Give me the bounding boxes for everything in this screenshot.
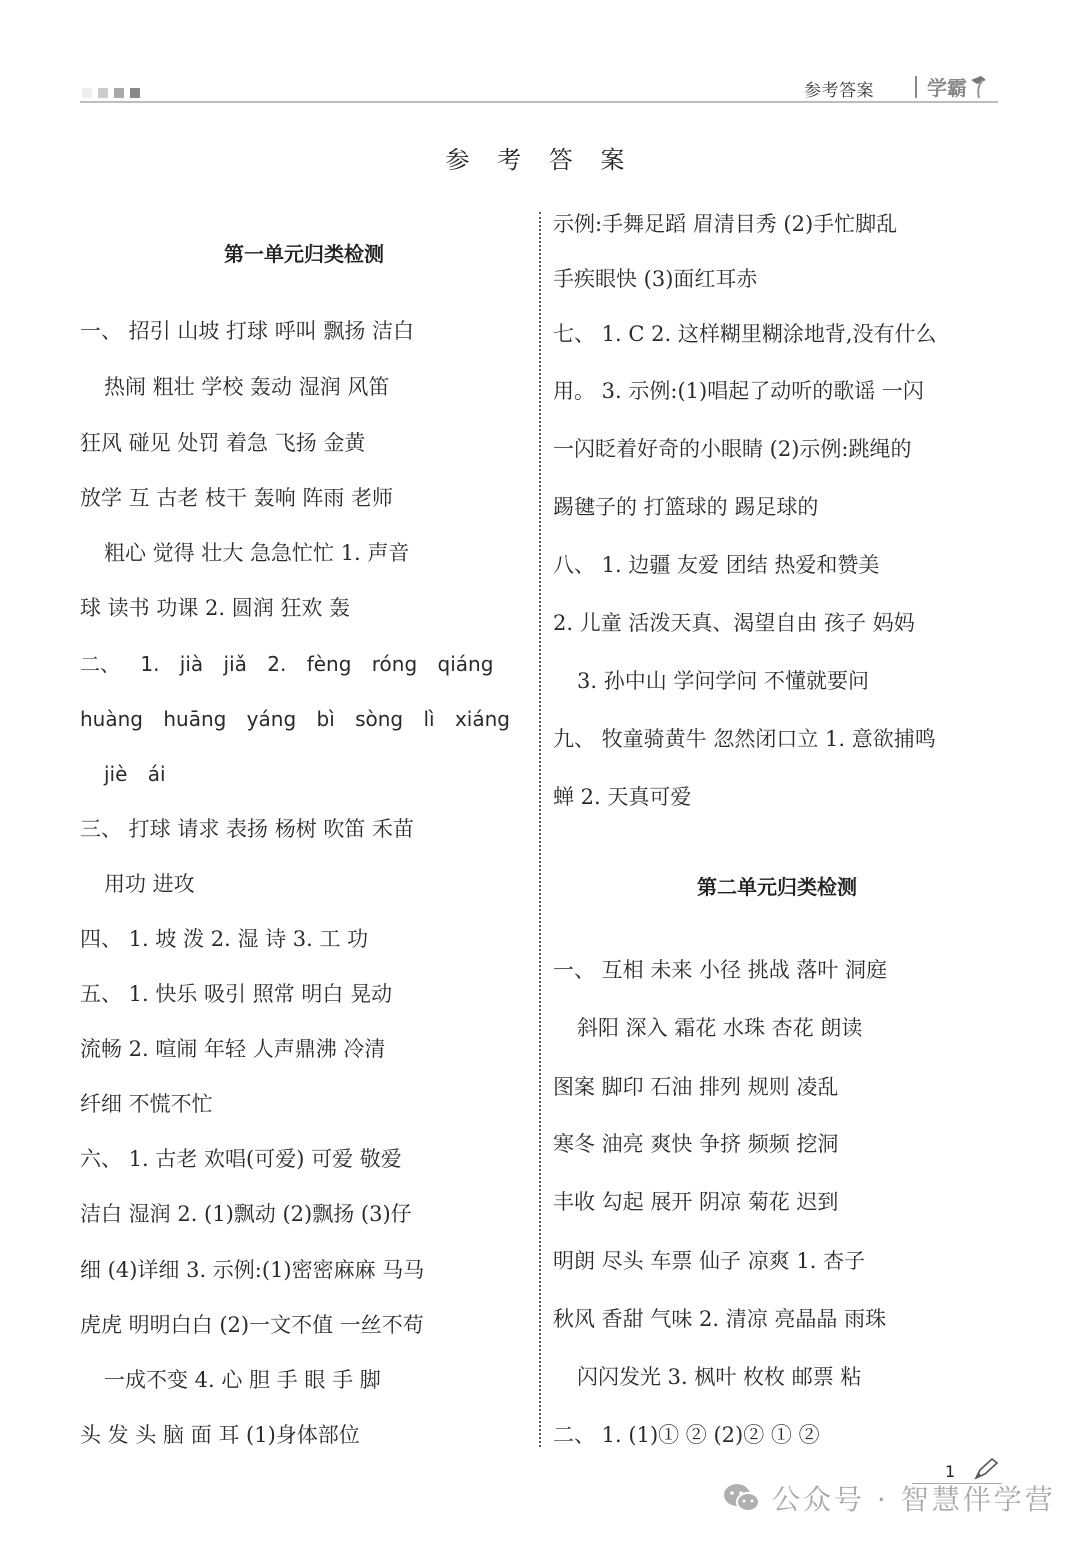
header-square xyxy=(114,88,124,98)
answer-line: 二、 1. jià jiǎ 2. fèng róng qiáng xyxy=(80,652,494,676)
pencil-icon xyxy=(972,1458,1000,1480)
answer-line: 秋风 香甜 气味 2. 清凉 亮晶晶 雨珠 xyxy=(553,1307,887,1331)
answer-line: 闪闪发光 3. 枫叶 枚枚 邮票 粘 xyxy=(577,1365,862,1389)
answer-line: 纤细 不慌不忙 xyxy=(80,1092,213,1116)
header-square xyxy=(130,88,140,98)
column-divider xyxy=(539,212,541,1447)
brand-separator xyxy=(915,76,917,98)
answer-line: 二、 1. (1)① ② (2)② ① ② xyxy=(553,1423,820,1447)
answer-line: huàng huāng yáng bì sòng lì xiáng xyxy=(80,707,510,731)
header-brand xyxy=(915,72,987,101)
answer-line: 示例:手舞足蹈 眉清目秀 (2)手忙脚乱 xyxy=(553,212,898,236)
answer-line: 五、 1. 快乐 吸引 照常 明白 晃动 xyxy=(80,982,393,1006)
answer-line: 丰收 勾起 展开 阴凉 菊花 迟到 xyxy=(553,1190,839,1214)
answer-line: 用功 进攻 xyxy=(104,872,195,896)
answer-line: 流畅 2. 喧闹 年轻 人声鼎沸 冷清 xyxy=(80,1037,386,1061)
answer-line: 用。 3. 示例:(1)唱起了动听的歌谣 一闪 xyxy=(553,379,924,403)
header-decoration-squares xyxy=(82,88,140,98)
header-rule xyxy=(80,101,998,103)
graduation-cap-icon xyxy=(969,74,987,100)
answer-line: 球 读书 功课 2. 圆润 狂欢 轰 xyxy=(80,596,351,620)
answer-line: 手疾眼快 (3)面红耳赤 xyxy=(553,267,758,291)
answer-line: 细 (4)详细 3. 示例:(1)密密麻麻 马马 xyxy=(80,1258,425,1282)
page-title: 参 考 答 案 xyxy=(445,146,635,174)
answer-line: 明朗 尽头 车票 仙子 凉爽 1. 杏子 xyxy=(553,1249,866,1273)
answer-line: 九、 牧童骑黄牛 忽然闭口立 1. 意欲捕鸣 xyxy=(553,727,936,751)
answer-line: 一、 互相 未来 小径 挑战 落叶 洞庭 xyxy=(553,958,888,982)
unit-title: 第一单元归类检测 xyxy=(224,242,384,266)
answer-line: 3. 孙中山 学问学问 不懂就要问 xyxy=(577,669,870,693)
answer-line: 放学 互 古老 枝干 轰响 阵雨 老师 xyxy=(80,486,394,510)
answer-line: 头 发 头 脑 面 耳 (1)身体部位 xyxy=(80,1423,360,1447)
answer-line: 一成不变 4. 心 胆 手 眼 手 脚 xyxy=(104,1368,381,1392)
answer-line: 图案 脚印 石油 排列 规则 凌乱 xyxy=(553,1075,839,1099)
answer-line: 洁白 湿润 2. (1)飘动 (2)飘扬 (3)仔 xyxy=(80,1202,412,1226)
brand-name: 学霸 xyxy=(927,76,967,100)
answer-line: 狂风 碰见 处罚 着急 飞扬 金黄 xyxy=(80,431,366,455)
answer-line: 虎虎 明明白白 (2)一文不值 一丝不苟 xyxy=(80,1313,424,1337)
answer-line: 斜阳 深入 霜花 水珠 杏花 朗读 xyxy=(577,1016,863,1040)
answer-line: 六、 1. 古老 欢唱(可爱) 可爱 敬爱 xyxy=(80,1147,402,1171)
answer-line: 四、 1. 坡 泼 2. 湿 诗 3. 工 功 xyxy=(80,927,369,951)
answer-line: 三、 打球 请求 表扬 杨树 吹笛 禾苗 xyxy=(80,817,415,841)
header-section-label: 参考答案 xyxy=(804,81,874,101)
answer-line: 热闹 粗壮 学校 轰动 湿润 风笛 xyxy=(104,375,390,399)
watermark xyxy=(722,1478,1056,1518)
header-square xyxy=(82,88,92,98)
header-square xyxy=(98,88,108,98)
answer-line: 寒冬 油亮 爽快 争挤 频频 挖洞 xyxy=(553,1132,839,1156)
answer-line: jiè ái xyxy=(104,762,166,786)
unit-title: 第二单元归类检测 xyxy=(697,875,857,899)
answer-line: 一闪眨着好奇的小眼睛 (2)示例:跳绳的 xyxy=(553,437,912,461)
answer-line: 踢毽子的 打篮球的 踢足球的 xyxy=(553,495,819,519)
answer-line: 七、 1. C 2. 这样糊里糊涂地背,没有什么 xyxy=(553,322,937,346)
page-number: 1 xyxy=(945,1462,956,1481)
answer-line: 蝉 2. 天真可爱 xyxy=(553,785,692,809)
answer-line: 一、 招引 山坡 打球 呼叫 飘扬 洁白 xyxy=(80,319,415,343)
answer-line: 粗心 觉得 壮大 急急忙忙 1. 声音 xyxy=(104,541,410,565)
watermark-text: 公众号 · 智慧伴学营 xyxy=(772,1483,1056,1516)
answer-line: 2. 儿童 活泼天真、渴望自由 孩子 妈妈 xyxy=(553,611,915,635)
wechat-icon xyxy=(722,1482,762,1514)
answer-line: 八、 1. 边疆 友爱 团结 热爱和赞美 xyxy=(553,553,880,577)
